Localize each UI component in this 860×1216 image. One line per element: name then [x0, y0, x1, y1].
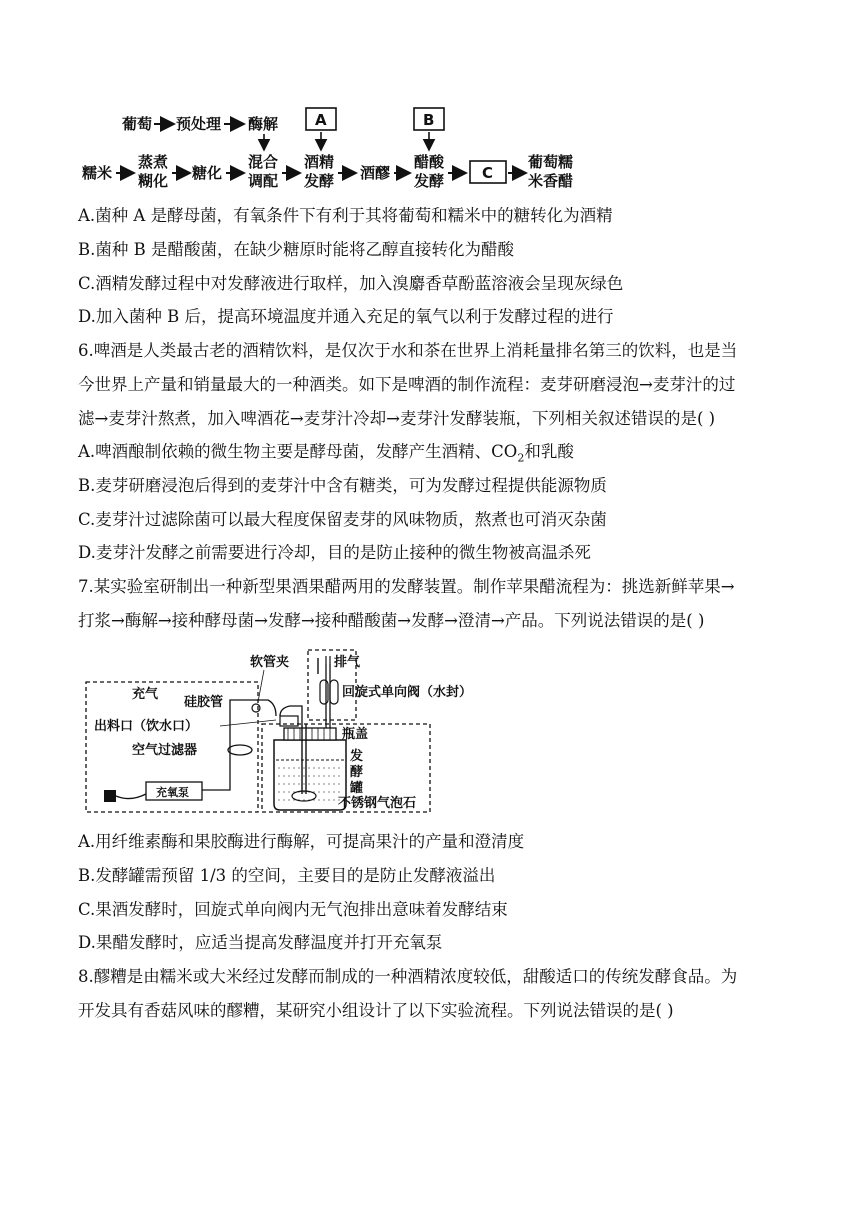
- q5-option-c: C.酒精发酵过程中对发酵液进行取样，加入溴麝香草酚蓝溶液会呈现灰绿色: [78, 274, 624, 293]
- label-outlet: 出料口（饮水口）: [94, 719, 199, 734]
- label-exhaust: 排气: [334, 655, 361, 670]
- flow-saccharify: 糖化: [192, 164, 223, 182]
- flow-ferment-2: 发酵: [414, 172, 445, 190]
- q5-option-a: A.菌种 A 是酵母菌，有氧条件下有利于其将葡萄和糯米中的糖转化为酒精: [78, 206, 613, 225]
- q7-option-c: C.果酒发酵时，回旋式单向阀内无气泡排出意味着发酵结束: [78, 900, 508, 919]
- q6-option-a-subscript: 2: [517, 451, 525, 465]
- flow-grape: 葡萄: [122, 115, 153, 133]
- flow-blend: 调配: [248, 172, 279, 190]
- label-silicone-tube: 硅胶管: [184, 695, 224, 710]
- q6-option-c: C.麦芽汁过滤除菌可以最大程度保留麦芽的风味物质，熬煮也可消灭杂菌: [78, 510, 607, 529]
- q8-stem-line-2: 开发具有香菇风味的醪糟，某研究小组设计了以下实验流程。下列说法错误的是( ): [78, 1001, 674, 1020]
- q6-stem-line-3: 滤→麦芽汁熬煮，加入啤酒花→麦芽汁冷却→麦芽汁发酵装瓶，下列相关叙述错误的是( ): [78, 409, 716, 428]
- label-check-valve: 回旋式单向阀（水封）: [342, 685, 473, 700]
- flow-box-b: B: [423, 111, 435, 129]
- flow-product-2: 米香醋: [528, 172, 574, 190]
- q8-stem-line-1: 8.醪糟是由糯米或大米经过发酵而制成的一种酒精浓度较低，甜酸适口的传统发酵食品。为: [78, 967, 738, 986]
- label-hose-clamp: 软管夹: [250, 655, 290, 670]
- label-air-filter: 空气过滤器: [132, 743, 198, 758]
- q6-stem-line-2: 今世界上产量和销量最大的一种酒类。如下是啤酒的制作流程：麦芽研磨浸泡→麦芽汁的过: [78, 375, 736, 394]
- q5-option-b: B.菌种 B 是醋酸菌，在缺少糖原时能将乙醇直接转化为醋酸: [78, 240, 514, 259]
- label-tank-3: 罐: [350, 781, 364, 796]
- q7-option-a: A.用纤维素酶和果胶酶进行酶解，可提高果汁的产量和澄清度: [78, 832, 525, 851]
- label-tank-2: 酵: [350, 765, 364, 780]
- q6-option-a-text: A.啤酒酿制依赖的微生物主要是酵母菌，发酵产生酒精、CO: [78, 442, 518, 461]
- label-oxygenate: 充气: [132, 687, 159, 702]
- fermentation-apparatus-diagram: [80, 644, 500, 820]
- q6-stem-line-1: 6.啤酒是人类最古老的酒精饮料，是仅次于水和茶在世界上消耗量排名第三的饮料，也是当: [78, 341, 738, 360]
- flow-enzymolysis: 酶解: [248, 115, 279, 133]
- flow-gelatinize: 糊化: [138, 172, 169, 190]
- fermentation-flow-diagram: [78, 106, 598, 196]
- q5-option-d: D.加入菌种 B 后，提高环境温度并通入充足的氧气以利于发酵过程的进行: [78, 307, 614, 326]
- q7-stem-line-2: 打浆→酶解→接种酵母菌→发酵→接种醋酸菌→发酵→澄清→产品。下列说法错误的是( ): [78, 611, 705, 630]
- label-pump: 充氧泵: [156, 786, 189, 799]
- q7-option-b: B.发酵罐需预留 1/3 的空间，主要目的是防止发酵液溢出: [78, 866, 496, 885]
- flow-rice: 糯米: [82, 164, 113, 182]
- flow-ferment-1: 发酵: [304, 172, 335, 190]
- q6-option-b: B.麦芽研磨浸泡后得到的麦芽汁中含有糖类，可为发酵过程提供能源物质: [78, 476, 607, 495]
- flow-steam: 蒸煮: [138, 153, 169, 171]
- flow-box-a: A: [315, 111, 327, 129]
- flow-product-1: 葡萄糯: [528, 153, 574, 171]
- q7-option-d: D.果醋发酵时，应适当提高发酵温度并打开充氧泵: [78, 933, 443, 952]
- q6-option-a: [78, 442, 574, 468]
- q6-option-a-tail: 和乳酸: [524, 442, 574, 461]
- q7-stem-line-1: 7.某实验室研制出一种新型果酒果醋两用的发酵装置。制作苹果醋流程为：挑选新鲜苹果→: [78, 577, 735, 596]
- flow-mix: 混合: [248, 153, 279, 171]
- label-tank-1: 发: [350, 749, 364, 764]
- flow-acetic: 醋酸: [414, 153, 445, 171]
- flow-box-c: C: [482, 164, 494, 182]
- flow-mash: 酒醪: [360, 164, 391, 182]
- label-stone: 不锈钢气泡石: [338, 796, 417, 811]
- flow-alcohol: 酒精: [304, 153, 335, 171]
- flow-pretreat: 预处理: [176, 115, 222, 133]
- q6-option-d: D.麦芽汁发酵之前需要进行冷却，目的是防止接种的微生物被高温杀死: [78, 543, 591, 562]
- label-bottle-cap: 瓶盖: [342, 727, 369, 742]
